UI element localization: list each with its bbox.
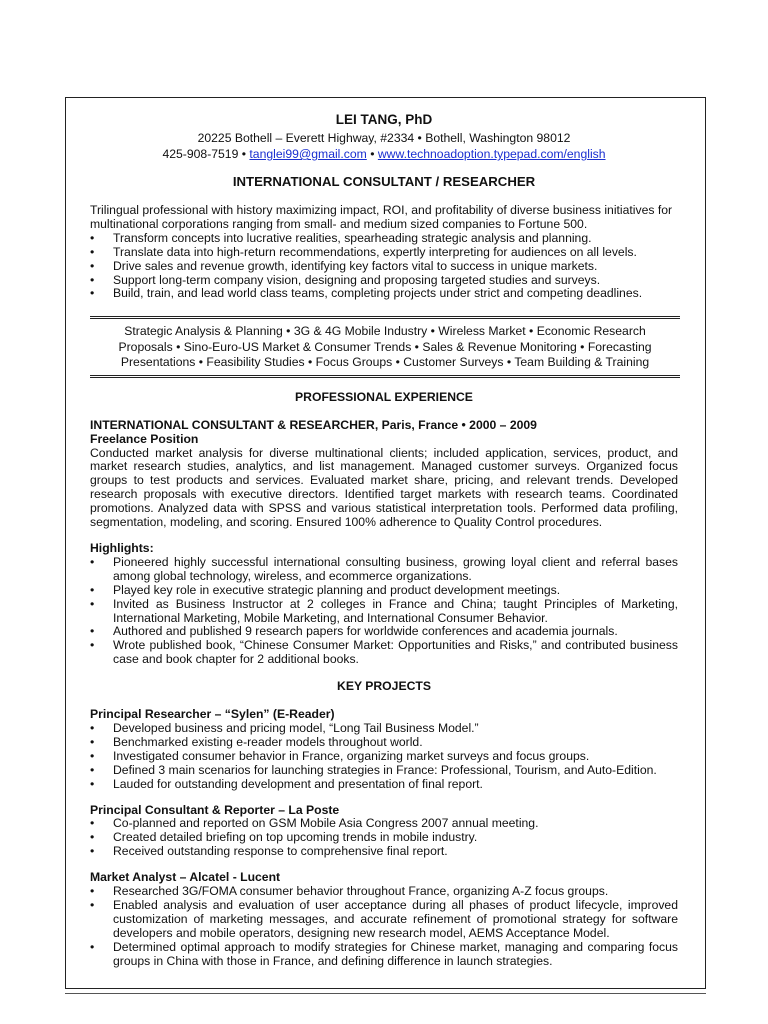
project-title: Principal Consultant & Reporter – La Poste — [90, 802, 340, 817]
spacer — [90, 530, 678, 542]
list-item: • Transform concepts into lucrative realities, spearheading strategic analysis and planning. — [90, 232, 678, 246]
skills-line: Proposals • Sino-Euro-US Market & Consumer Trends • Sales & Revenue Monitoring • Forecasting — [118, 339, 652, 354]
job-position: Freelance Position — [90, 431, 199, 446]
experience-heading: PROFESSIONAL EXPERIENCE — [295, 389, 473, 404]
list-item: • Enabled analysis and evaluation of user acceptance during all phases of product lifecycle, improved customization of marketing messages, and accurate refinement of promotional strategy for software developers and mobile operators, designing new research model, AEMS Acceptance Model. — [90, 899, 678, 941]
projects-heading: KEY PROJECTS — [337, 679, 431, 694]
project-title: Principal Researcher – “Sylen” (E-Reader) — [90, 707, 335, 722]
skills-box — [90, 316, 680, 378]
job-title: INTERNATIONAL CONSULTANT & RESEARCHER, Paris, France • 2000 – 2009 — [90, 417, 537, 432]
list-item: • Received outstanding response to comprehensive final report. — [90, 845, 678, 859]
candidate-name: LEI TANG, PhD — [335, 112, 433, 127]
phone-number: 425-908-7519 • — [162, 147, 247, 161]
resume-document — [90, 112, 678, 968]
list-item: • Benchmarked existing e-reader models throughout world. — [90, 736, 678, 750]
list-item: • Developed business and pricing model, “Long Tail Business Model.” — [90, 722, 678, 736]
highlights-label: Highlights: — [90, 541, 154, 555]
list-item: • Determined optimal approach to modify strategies for Chinese market, managing and comparing focus groups in China with those in France, and defining difference in launch strategies. — [90, 941, 678, 969]
contact-line — [90, 146, 678, 162]
list-item: • Pioneered highly successful international consulting business, growing loyal client and referral bases among global technology, wireless, and ecommerce organizations. — [90, 556, 678, 584]
email-link[interactable]: tanglei99@gmail.com — [249, 147, 367, 161]
summary-bullets — [90, 232, 678, 302]
project-bullets — [90, 722, 678, 792]
list-item: • Translate data into high-return recommendations, expertly interpreting for audiences on all levels. — [90, 246, 678, 260]
job-description: Conducted market analysis for diverse multinational clients; included application, services, product, and market research studies, analytics, and list management. Managed customer surveys. Organized focus groups to test products and services. Evaluated market share, pricing, and relevant trends. Developed research proposals with executive directors. Identified target markets with research teams. Coordinated promotions. Analyzed data with SPSS and various statistical interpretation tools. Performed data profiling, segmentation, modeling, and scoring. Ensured 100% adherence to Quality Control procedures. — [90, 445, 678, 530]
project-bullets — [90, 885, 678, 968]
list-item: • Support long-term company vision, designing and proposing targeted studies and surveys. — [90, 274, 678, 288]
list-item: • Authored and published 9 research papers for worldwide conferences and academia journals. — [90, 625, 678, 639]
highlights-list — [90, 556, 678, 667]
summary-intro: Trilingual professional with history maximizing impact, ROI, and profitability of diverse business initiatives for multinational corporations ranging from small- and medium sized companies to Fortune 500. — [90, 203, 673, 231]
list-item: • Wrote published book, “Chinese Consumer Market: Opportunities and Risks,” and contributed business case and book chapter for 2 additional books. — [90, 639, 678, 667]
summary-section — [90, 204, 678, 301]
skills-line: Presentations • Feasibility Studies • Focus Groups • Customer Surveys • Team Building & Training — [120, 355, 650, 370]
list-item: • Defined 3 main scenarios for launching strategies in France: Professional, Tourism, and Auto-Edition. — [90, 764, 678, 778]
list-item: • Created detailed briefing on top upcoming trends in mobile industry. — [90, 831, 678, 845]
website-link[interactable]: www.technoadoption.typepad.com/english — [377, 147, 606, 161]
list-item: • Co-planned and reported on GSM Mobile Asia Congress 2007 annual meeting. — [90, 817, 678, 831]
spacer — [90, 792, 678, 804]
list-item: • Invited as Business Instructor at 2 colleges in France and China; taught Principles of Marketing, International Marketing, Mobile Marketing, and International Consumer Behavior. — [90, 598, 678, 626]
headline: INTERNATIONAL CONSULTANT / RESEARCHER — [232, 174, 536, 189]
address-line: 20225 Bothell – Everett Highway, #2334 • Bothell, Washington 98012 — [197, 131, 571, 145]
contact-separator: • — [370, 147, 375, 161]
project-title: Market Analyst – Alcatel - Lucent — [90, 870, 281, 885]
list-item: • Researched 3G/FOMA consumer behavior throughout France, organizing A-Z focus groups. — [90, 885, 678, 899]
list-item: • Investigated consumer behavior in France, organizing market surveys and focus groups. — [90, 750, 678, 764]
bottom-rule — [65, 993, 706, 994]
skills-line: Strategic Analysis & Planning • 3G & 4G Mobile Industry • Wireless Market • Economic Research — [124, 324, 646, 339]
list-item: • Lauded for outstanding development and presentation of final report. — [90, 778, 678, 792]
list-item: • Build, train, and lead world class teams, completing projects under strict and competing deadlines. — [90, 287, 678, 301]
list-item: • Drive sales and revenue growth, identifying key factors vital to success in unique markets. — [90, 260, 678, 274]
project-bullets — [90, 817, 678, 859]
list-item: • Played key role in executive strategic planning and product development meetings. — [90, 584, 678, 598]
